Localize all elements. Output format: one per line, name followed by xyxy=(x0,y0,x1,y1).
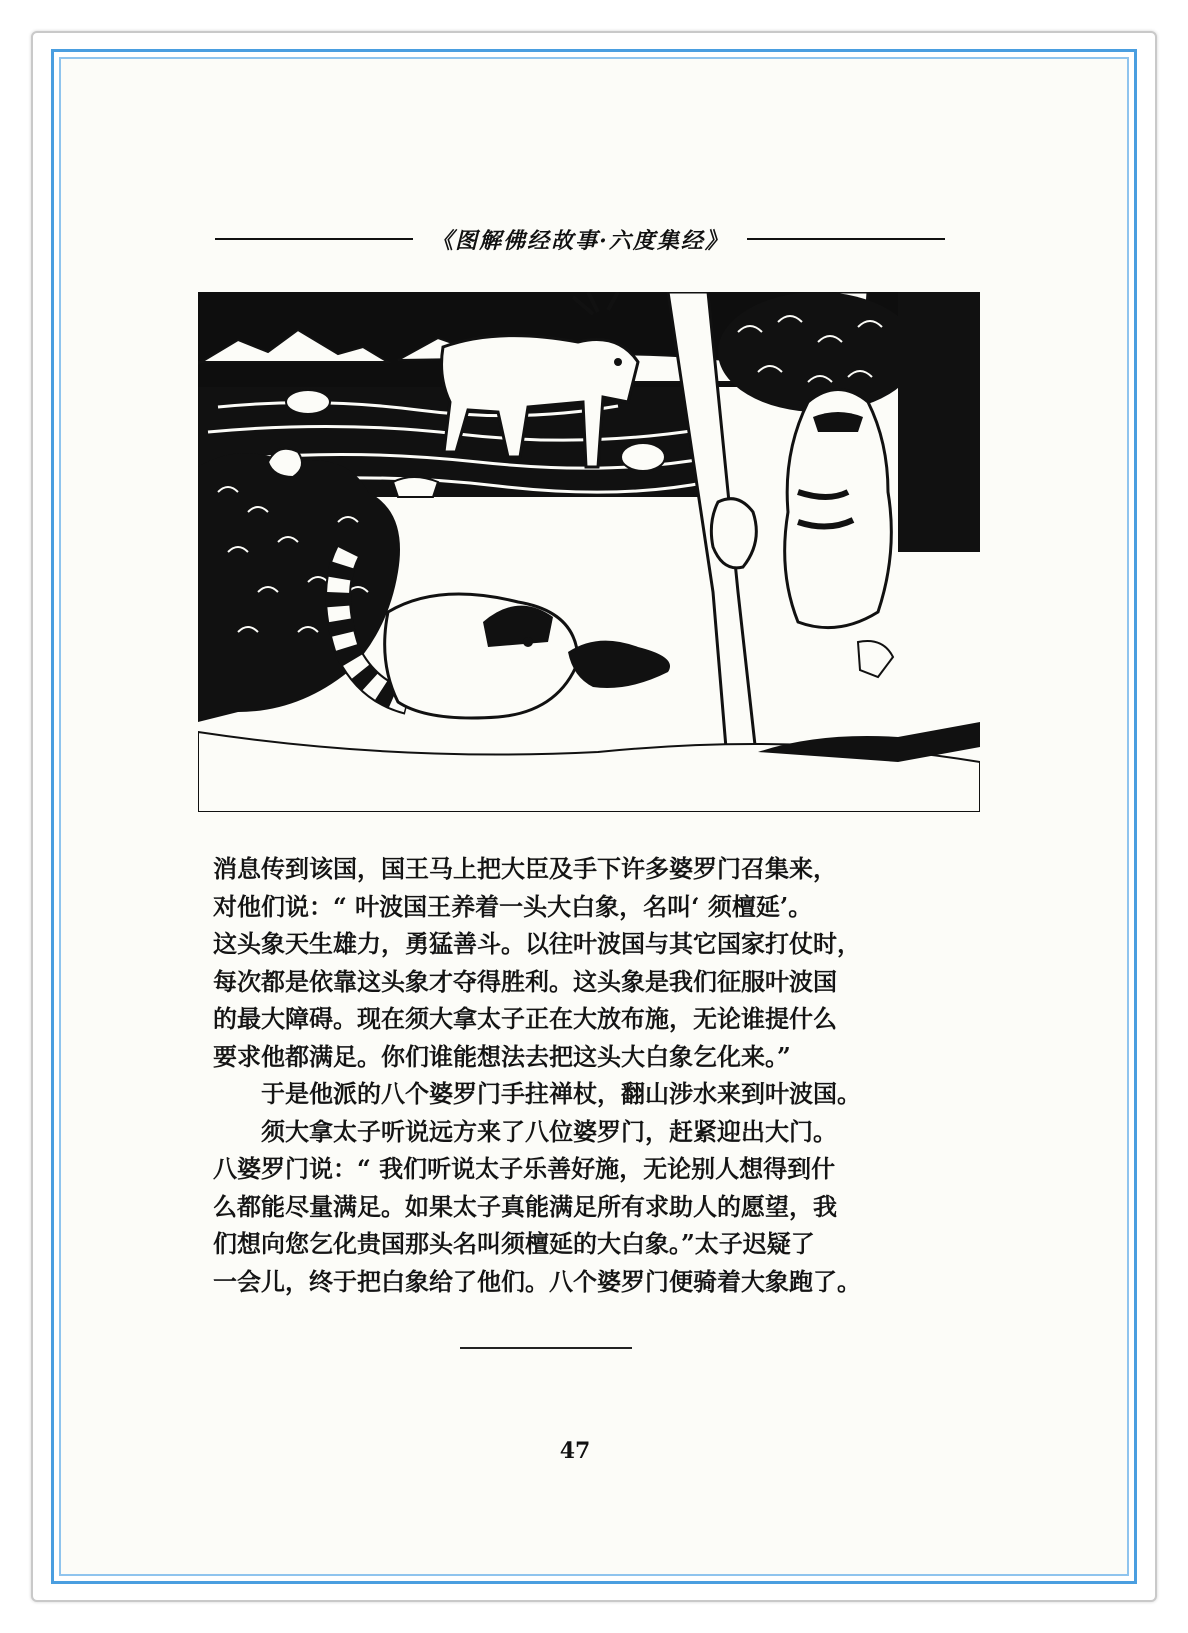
text-line: 么都能尽量满足。如果太子真能满足所有求助人的愿望，我 xyxy=(213,1191,837,1221)
woodcut-illustration xyxy=(198,292,980,812)
standing-raccoon xyxy=(785,390,892,628)
bottom-rule xyxy=(460,1347,632,1349)
text-line: 们想向您乞化贵国那头名叫须檀延的大白象。”太子迟疑了 xyxy=(213,1229,815,1258)
text-line: 消息传到该国，国王马上把大臣及手下许多婆罗门召集来， xyxy=(213,854,837,883)
squirrel xyxy=(711,499,756,568)
text-line: 这头象天生雄力，勇猛善斗。以往叶波国与其它国家打仗时， xyxy=(213,929,861,958)
page-frame xyxy=(51,49,1137,1584)
text-line: 于是他派的八个婆罗门手拄禅杖，翻山涉水来到叶波国。 xyxy=(261,1079,861,1108)
text-line: 须大拿太子听说远方来了八位婆罗门，赶紧迎出大门。 xyxy=(261,1116,837,1146)
running-header xyxy=(215,224,945,254)
text-line: 每次都是依靠这头象才夺得胜利。这头象是我们征服叶波国 xyxy=(213,966,837,996)
header-rule-right xyxy=(747,238,945,240)
story-text xyxy=(213,850,973,1300)
text-line: 对他们说：“ 叶波国王养着一头大白象，名叫‘ 须檀延’。 xyxy=(213,891,813,921)
swimming-animal xyxy=(621,443,665,471)
book-title: 《图解佛经故事·六度集经》 xyxy=(431,227,729,254)
text-line: 的最大障碍。现在须大拿太子正在大放布施，无论谁提什么 xyxy=(213,1004,837,1033)
text-line: 一会儿，终于把白象给了他们。八个婆罗门便骑着大象跑了。 xyxy=(213,1266,861,1296)
page-number: 47 xyxy=(559,1438,591,1464)
header-rule-left xyxy=(215,238,413,240)
text-line: 八婆罗门说：“ 我们听说太子乐善好施，无论别人想得到什 xyxy=(213,1154,836,1183)
text-line: 要求他都满足。你们谁能想法去把这头大白象乞化来。” xyxy=(213,1041,791,1071)
